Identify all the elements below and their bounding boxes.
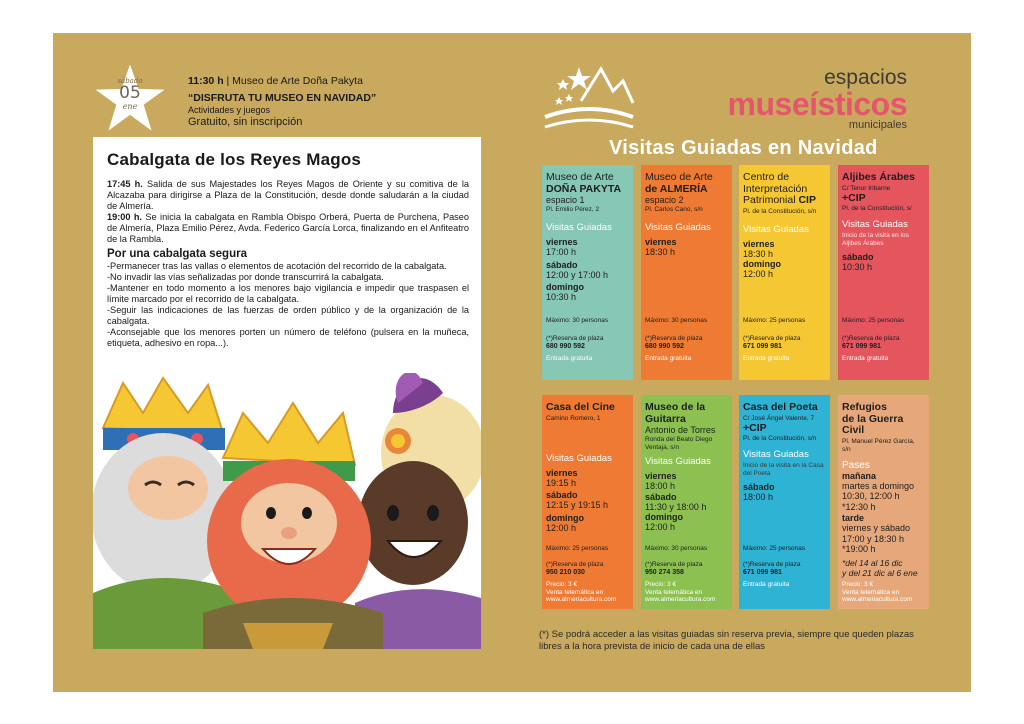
card-phone: 680 990 592 xyxy=(546,343,585,350)
card-name xyxy=(645,172,728,195)
card-reservation xyxy=(546,335,603,351)
card-hour-2: 12:15 y 19:15 h xyxy=(546,500,609,510)
card-visitas-label: Visitas Guiadas xyxy=(842,219,908,230)
card-entry: Entrada gratuita xyxy=(645,355,692,362)
cabalgata-body xyxy=(107,179,469,349)
card-address: Camino Romero, 1 xyxy=(546,414,601,422)
card-hour-1: martes a domingo xyxy=(842,480,915,491)
card-hour-2b: 17:00 y 18:30 h xyxy=(842,533,905,544)
event-info xyxy=(188,75,478,128)
card-address: C/ José Ángel Valente, 7 xyxy=(743,414,815,422)
card-address: Pl. Manuel Pérez García, s/n xyxy=(842,437,915,453)
card-reservation xyxy=(645,335,702,351)
card-day-1: viernes xyxy=(645,471,677,481)
event-venue: Museo de Arte Doña Pakyta xyxy=(232,75,363,87)
safety-rule-2: -No invadir las vías señalizadas por donde transcurrirá la cabalgata. xyxy=(107,272,384,282)
card-hour-1: 18:00 h xyxy=(645,481,676,491)
brand-wordmark xyxy=(728,67,907,131)
card-max: Máximo: 30 personas xyxy=(645,545,708,552)
safety-rule-5: -Aconsejable que los menores porten un número de teléfono (pulsera en la muñeca, etiqueta, adhesivo en ropa...). xyxy=(107,327,469,348)
card-hour-1: 18:30 h xyxy=(743,248,774,259)
card-pases-label: Pases xyxy=(842,459,870,471)
safety-rule-3: -Mantener en todo momento a los menores bajo vigilancia e impedir que traspasen el límite marcado por el recorrido de la cabalgata. xyxy=(107,283,469,304)
card-phone: 671 099 981 xyxy=(743,569,782,576)
card-price-value: Precio: 3 € xyxy=(645,581,677,588)
card-cip xyxy=(739,165,830,380)
card-dates-note xyxy=(842,558,925,578)
footnote: (*) Se podrá acceder a las visitas guiadas sin reserva previa, siempre que queden plazas libres a la hora prevista de inicio de cada una de ellas xyxy=(539,629,914,652)
card-web: www.almeriacultura.com xyxy=(546,596,617,603)
card-price xyxy=(842,581,912,604)
card-web: www.almeriacultura.com xyxy=(842,596,913,603)
safety-rule-4: -Seguir las indicaciones de las fuerzas de orden público y de la organización de la cabalgata. xyxy=(107,305,469,326)
card-casa-cine xyxy=(542,395,633,609)
card-name xyxy=(842,402,925,437)
card-name xyxy=(743,402,826,414)
card-day-1: viernes xyxy=(645,237,677,247)
card-visitas-label: Visitas Guiadas xyxy=(645,222,711,233)
card-day-3: domingo xyxy=(546,512,584,523)
card-day-1: viernes xyxy=(546,467,578,478)
safety-title: Por una cabalgata segura xyxy=(107,248,247,260)
p2-time: 19:00 h. xyxy=(107,212,143,222)
card-reservation xyxy=(743,561,800,577)
card-price-value: Precio: 3 € xyxy=(842,581,874,588)
card-hour-1b: 10:30, 12:00 h xyxy=(842,491,900,501)
card-name-line-1: Refugios xyxy=(842,401,887,413)
card-entry: Entrada gratuita xyxy=(842,355,889,362)
card-day-2: sábado xyxy=(645,491,677,502)
card-entry: Entrada gratuita xyxy=(743,581,790,588)
card-phone: 680 990 592 xyxy=(645,343,684,350)
star-month: ene xyxy=(122,102,138,111)
card-address: Pl. de la Constitución, s/n xyxy=(743,207,817,215)
card-name-line-2: de la Guerra Civil xyxy=(842,412,904,436)
card-name-line-1: Museo de Arte xyxy=(645,171,713,183)
event-free-note: Gratuito, sin inscripción xyxy=(188,116,303,128)
card-visitas-label: Visitas Guiadas xyxy=(645,456,711,467)
card-visitas-label: Visitas Guiadas xyxy=(743,449,809,460)
card-aljibes xyxy=(838,165,929,380)
card-name xyxy=(743,172,826,207)
espacios-museisticos-logo-icon xyxy=(541,61,637,135)
card-reservation xyxy=(842,335,899,351)
card-address: Pl. Emilio Pérez, 2 xyxy=(546,206,600,213)
card-address-2: Pl. de la Constitución, s/ xyxy=(842,205,912,212)
card-max: Máximo: 25 personas xyxy=(546,545,609,552)
card-name-line-1: Casa del Cine xyxy=(546,401,615,413)
card-day-1: viernes xyxy=(743,238,775,249)
card-name-line-3: Patrimonial xyxy=(743,194,796,206)
card-note: Inicio de la visita en los Aljibes Árabes xyxy=(842,232,909,247)
card-note: Inicio de la visita en la Casa del Poeta xyxy=(743,462,824,477)
card-address: C/ Tenor Iribarne xyxy=(842,184,891,192)
card-phone: 671 099 981 xyxy=(842,343,881,350)
card-day-1: sábado xyxy=(842,252,874,262)
card-reservation xyxy=(743,335,800,351)
card-cip-label: +CIP xyxy=(743,421,767,434)
card-hour-3: 12:00 h xyxy=(645,522,676,532)
card-web: www.almeriacultura.com xyxy=(645,596,716,603)
card-hour-1: 10:30 h xyxy=(842,262,873,272)
card-name-line-2: de ALMERÍA xyxy=(645,182,708,195)
p2-text: Se inicia la cabalgata en Rambla Obispo Orberá, Puerta de Purchena, Paseo de Almería, Plaza Emilio Pérez, Avda. Federico García Lorca, finalizando en el Anfiteatro de la Rambla. xyxy=(107,212,469,244)
card-hour-3: 10:30 h xyxy=(546,292,577,302)
event-time: 11:30 h xyxy=(188,75,224,87)
card-visitas-label: Visitas Guiadas xyxy=(743,223,809,235)
card-cip xyxy=(842,193,925,205)
card-phone: 950 210 030 xyxy=(546,569,585,576)
card-name-line-2: DOÑA PAKYTA xyxy=(546,182,622,195)
card-name-line-1: Museo de Arte xyxy=(546,171,614,183)
card-name xyxy=(645,402,728,425)
card-refugios xyxy=(838,395,929,609)
card-hour-1: 18:00 h xyxy=(743,492,774,502)
cabalgata-paragraph-1 xyxy=(107,179,469,212)
card-price xyxy=(546,581,616,604)
card-hour-2: viernes y sábado xyxy=(842,523,911,533)
card-hour-1c: *12:30 h xyxy=(842,501,876,512)
event-subtitle: Actividades y juegos xyxy=(188,105,271,115)
p1-text: Salida de sus Majestades los Reyes Magos de Oriente y su comitiva de la Alcazaba para dirigirse a Plaza de la Constitución, desde donde saludarán a la ciudad de Almería. xyxy=(107,179,469,211)
card-hour-2: 12:00 h xyxy=(743,269,774,279)
card-reservation-label: (*)Reserva de plaza xyxy=(546,561,604,568)
card-max: Máximo: 25 personas xyxy=(743,317,806,324)
card-day-3: domingo xyxy=(645,512,683,522)
card-max: Máximo: 25 personas xyxy=(842,317,905,324)
star-day: 05 xyxy=(119,83,141,103)
card-hour-2c: *19:00 h xyxy=(842,544,876,554)
card-name-line-1: Casa del Poeta xyxy=(743,401,818,413)
card-name xyxy=(546,402,629,414)
card-dates-2: y del 21 dic al 6 ene xyxy=(842,567,918,578)
cabalgata-card xyxy=(93,137,481,649)
card-price xyxy=(645,581,715,604)
card-name-line-1: Aljibes Árabes xyxy=(842,171,915,183)
card-cip xyxy=(743,423,826,435)
card-reservation-label: (*)Reserva de plaza xyxy=(645,561,703,568)
brand-line-2: museísticos xyxy=(727,86,907,122)
safety-rule-1: -Permanecer tras las vallas o elementos de acotación del recorrido de la cabalgata. xyxy=(107,261,447,271)
event-time-line: 11:30 h | Museo de Arte Doña Pakyta xyxy=(188,75,363,87)
card-hour-2: 12:00 y 17:00 h xyxy=(546,269,609,280)
card-day-1: mañana xyxy=(842,470,877,481)
card-name-line-2: Interpretación xyxy=(743,182,808,195)
three-kings-illustration xyxy=(93,373,481,649)
card-extra: espacio 2 xyxy=(645,195,684,205)
card-reservation xyxy=(645,561,702,577)
card-address: Ronda del Beato Diego Ventaja, s/n xyxy=(645,436,713,451)
card-casa-poeta xyxy=(739,395,830,609)
card-extra: Antonio de Torres xyxy=(645,425,716,435)
card-reservation-label: (*)Reserva de plaza xyxy=(645,335,703,342)
card-entry: Entrada gratuita xyxy=(743,355,790,362)
card-day-2: tarde xyxy=(842,513,865,523)
card-dona-pakyta xyxy=(542,165,633,380)
card-name xyxy=(842,172,925,184)
card-max: Máximo: 25 personas xyxy=(743,545,806,552)
card-day-2: domingo xyxy=(743,259,781,269)
cabalgata-paragraph-2 xyxy=(107,212,469,245)
event-title: “DISFRUTA TU MUSEO EN NAVIDAD” xyxy=(188,92,377,104)
card-reservation-label: (*)Reserva de plaza xyxy=(546,335,604,342)
card-max: Máximo: 30 personas xyxy=(645,317,708,324)
card-name-line-1: Centro de xyxy=(743,171,790,183)
card-address-2: Pl. de la Constitución, s/n xyxy=(743,435,817,442)
section-title: Visitas Guiadas en Navidad xyxy=(609,137,878,159)
card-hour-1: 17:00 h xyxy=(546,247,577,257)
card-day-3: domingo xyxy=(546,282,584,292)
star-dayname: sábado xyxy=(117,77,143,85)
card-dates-1: *del 14 al 16 dic xyxy=(842,557,903,568)
card-online-label: Venta telemática en xyxy=(645,588,703,596)
card-day-1: sábado xyxy=(743,482,775,492)
card-phone: 671 099 981 xyxy=(743,343,782,350)
card-name-line-1: Museo de la xyxy=(645,401,706,413)
star-date xyxy=(93,77,167,111)
card-reservation-label: (*)Reserva de plaza xyxy=(743,561,801,568)
card-day-2: sábado xyxy=(546,259,578,270)
card-name-line-2: Guitarra xyxy=(645,412,686,425)
cabalgata-title: Cabalgata de los Reyes Magos xyxy=(107,150,362,169)
card-museo-guitarra xyxy=(641,395,732,609)
card-hour-1: 19:15 h xyxy=(546,477,577,488)
card-reservation xyxy=(546,561,603,577)
card-museo-almeria xyxy=(641,165,732,380)
card-name-cip: CIP xyxy=(798,194,816,206)
card-hour-1: 18:30 h xyxy=(645,247,676,257)
card-phone: 950 274 358 xyxy=(645,569,684,576)
card-online-label: Venta telemática en xyxy=(546,588,604,596)
card-online-label: Venta telemática en xyxy=(842,588,900,596)
card-day-2: sábado xyxy=(546,490,578,500)
card-address: Pl. Carlos Cano, s/n xyxy=(645,206,703,213)
card-hour-3: 12:00 h xyxy=(546,522,577,533)
card-visitas-label: Visitas Guiadas xyxy=(546,452,612,464)
poster-page xyxy=(53,33,971,692)
p1-time: 17:45 h. xyxy=(107,179,143,189)
brand-line-1: espacios xyxy=(824,66,907,89)
card-hour-2: 11:30 y 18:00 h xyxy=(645,501,707,512)
card-extra: espacio 1 xyxy=(546,195,585,205)
card-entry: Entrada gratuita xyxy=(546,355,593,362)
card-max: Máximo: 30 personas xyxy=(546,317,609,324)
card-reservation-label: (*)Reserva de plaza xyxy=(743,335,801,342)
card-day-1: viernes xyxy=(546,237,578,247)
card-reservation-label: (*)Reserva de plaza xyxy=(842,335,900,342)
card-price-value: Precio: 3 € xyxy=(546,581,578,588)
brand-line-3: municipales xyxy=(848,119,907,131)
card-visitas-label: Visitas Guiadas xyxy=(546,222,612,233)
card-name xyxy=(546,172,629,195)
card-cip-label: +CIP xyxy=(842,191,866,204)
